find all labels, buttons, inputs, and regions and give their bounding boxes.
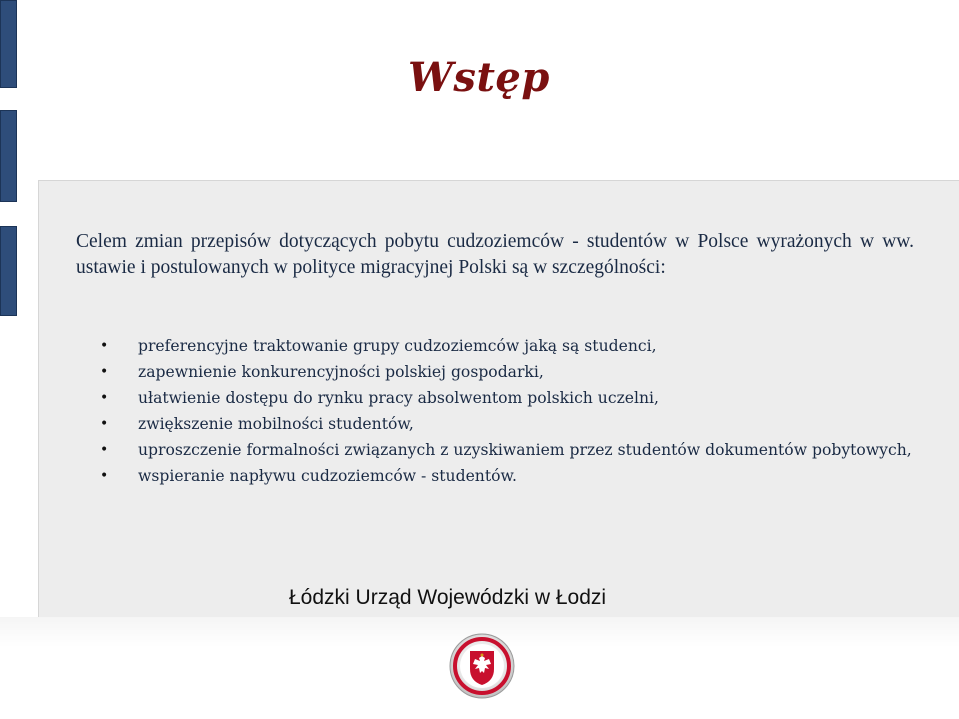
side-accent-bar-top (0, 0, 17, 88)
bullet-icon: • (100, 416, 109, 432)
slide-title: Wstęp (408, 54, 550, 101)
side-accent-bar-middle (0, 110, 17, 202)
list-item (101, 359, 914, 385)
list-item-text: preferencyjne traktowanie grupy cudzoziemców jaką są studenci, (138, 337, 657, 355)
bullet-icon: • (100, 442, 109, 458)
list-item-text: zapewnienie konkurencyjności polskiej gospodarki, (138, 363, 544, 381)
list-item (101, 437, 914, 463)
list-item (101, 333, 914, 359)
list-item-text: wspieranie napływu cudzoziemców - studentów. (138, 467, 517, 485)
list-item-text: uproszczenie formalności związanych z uzyskiwaniem przez studentów dokumentów pobytowych, (138, 441, 912, 459)
bullet-icon: • (100, 364, 109, 380)
content-panel (38, 180, 959, 617)
bullet-icon: • (100, 390, 109, 406)
polish-eagle-emblem-icon (449, 631, 515, 701)
bullet-icon: • (100, 338, 109, 354)
intro-paragraph: Celem zmian przepisów dotyczących pobytu cudzoziemców - studentów w Polsce wyrażonych w ww. ustawie i postulowanych w polityce migracyjnej Polski są w szczególności: (76, 231, 914, 278)
footer-institution-name: Łódzki Urząd Wojewódzki w Łodzi (289, 586, 607, 609)
list-item (101, 411, 914, 437)
list-item (101, 463, 914, 489)
list-item-text: ułatwienie dostępu do rynku pracy absolwentom polskich uczelni, (138, 389, 660, 407)
bullet-icon: • (100, 468, 109, 484)
bullet-list (101, 333, 914, 489)
list-item-text: zwiększenie mobilności studentów, (138, 415, 414, 433)
list-item (101, 385, 914, 411)
side-accent-bar-bottom (0, 226, 17, 316)
